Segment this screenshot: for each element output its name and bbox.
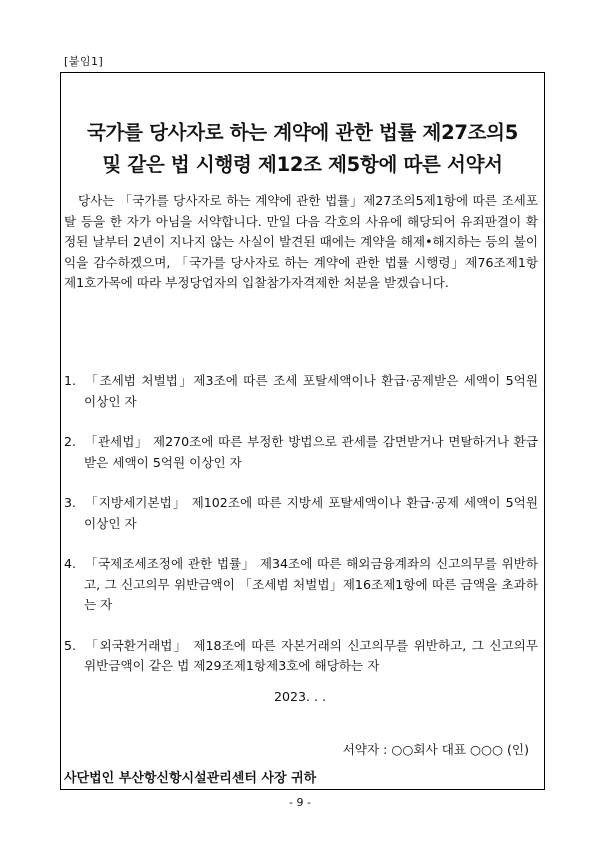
list-item	[64, 636, 538, 677]
list-item-number: 5.	[64, 637, 77, 653]
list-item-text: 「관세법」 제270조에 따른 부정한 방법으로 관세를 감면받거나 면탈하거나 환급받은 세액이 5억원 이상인 자	[84, 434, 538, 470]
list-item-text: 「조세범 처벌법」제3조에 따른 조세 포탈세액이나 환급·공제받은 세액이 5억원 이상인 자	[84, 373, 538, 409]
document-title-line2: 및 같은 법 시행령 제12조 제5항에 따른 서약서	[102, 153, 503, 176]
pledge-date: 2023. . .	[274, 689, 327, 704]
list-item-number: 1.	[64, 373, 77, 388]
list-item	[64, 371, 538, 412]
recipient-line: 사단법인 부산항신항시설관리센터 사장 귀하	[64, 771, 317, 786]
list-item-number: 4.	[64, 556, 77, 571]
page-number: - 9 -	[289, 796, 311, 809]
list-item-text: 「국제조세조정에 관한 법률」 제34조에 따른 해외금융계좌의 신고의무를 위반하고, 그 신고의무 위반금액이 「조세범 처벌법」제16조제1항에 따른 금액을 초과하는 자	[84, 556, 538, 612]
list-item	[64, 432, 538, 473]
violation-list	[64, 371, 538, 697]
list-item	[64, 554, 538, 616]
list-item-number: 3.	[64, 495, 77, 510]
document-title-line1: 국가를 당사자로 하는 계약에 관한 법률 제27조의5	[87, 121, 518, 144]
list-item	[64, 493, 538, 534]
pledge-intro-paragraph: 당사는 「국가를 당사자로 하는 계약에 관한 법률」제27조의5제1항에 따른 조세포탈 등을 한 자가 아님을 서약합니다. 만일 다음 각호의 사유에 해당되어 유죄판결이 확정된 날부터 2년이 지나지 않는 사실이 발견된 때에는 계약을 해제•해지하는 등의 불이익을 감수하겠으며, 「국가를 당사자로 하는 계약에 관한 법률 시행령」제76조제1항제1호가목에 따라 부정당업자의 입찰참가자격제한 처분을 받겠습니다.	[64, 193, 538, 290]
list-item-text: 「지방세기본법」 제102조에 따른 지방세 포탈세액이나 환급·공제 세액이 5억원 이상인 자	[84, 495, 538, 531]
pledge-body	[64, 191, 538, 294]
pledge-document-frame	[60, 72, 545, 790]
list-item-text: 「외국환거래법」 제18조에 따른 자본거래의 신고의무를 위반하고, 그 신고의무 위반금액이 같은 법 제29조제1항제3호에 해당하는 자	[84, 637, 538, 673]
list-item-number: 2.	[64, 434, 77, 449]
attachment-label: [붙임1]	[64, 55, 104, 68]
signer-line: 서약자 : ○○회사 대표 ○○○ (인)	[342, 742, 529, 757]
